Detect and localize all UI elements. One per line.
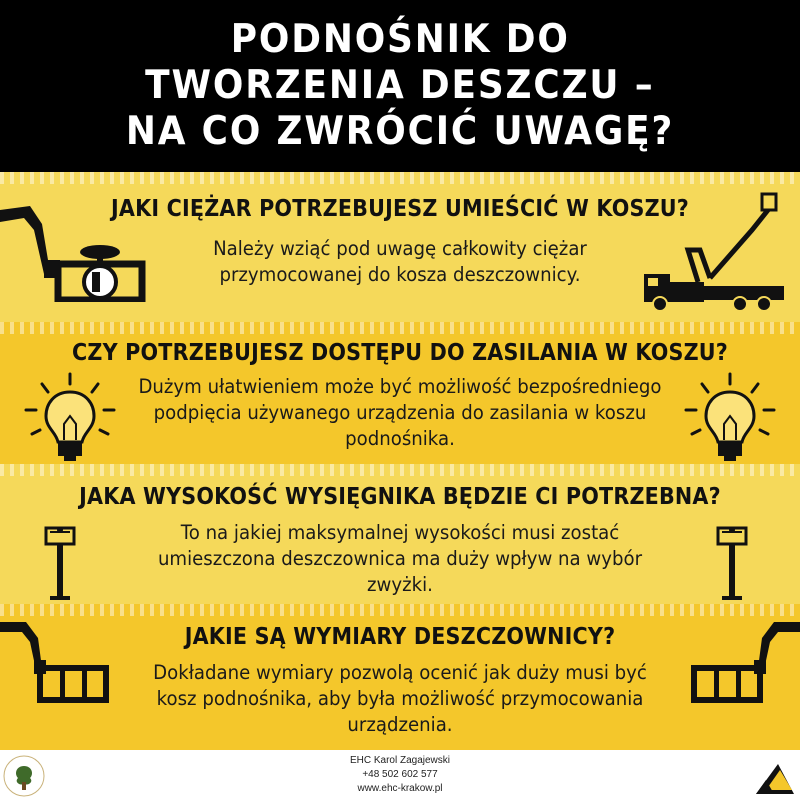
stripe-divider — [0, 464, 800, 476]
section-answer — [28, 660, 772, 738]
title-banner — [0, 0, 800, 172]
stripe-divider — [0, 322, 800, 334]
lightbulb-icon — [680, 370, 780, 464]
title-line-1: PODNOŚNIK DO — [230, 17, 570, 62]
title-line-3: NA CO ZWRÓCIĆ UWAGĘ? — [125, 109, 675, 154]
answer-line: podpięcia używanego urządzenia do zasilania w koszu — [153, 401, 647, 424]
contact-block — [0, 754, 800, 796]
section-question: JAKA WYSOKOŚĆ WYSIĘGNIKA BĘDZIE CI POTRZEBNA? — [79, 484, 721, 510]
boom-lift-icon — [40, 524, 80, 602]
company-name: EHC Karol Zagajewski — [349, 755, 451, 766]
section-question: JAKI CIĘŻAR POTRZEBUJESZ UMIEŚCIĆ W KOSZU? — [111, 196, 689, 222]
stripe-divider — [0, 604, 800, 616]
answer-line: Dokładane wymiary pozwolą ocenić jak duży musi być — [153, 661, 647, 684]
section-answer — [28, 520, 772, 598]
section-height — [0, 464, 800, 604]
answer-line: przymocowanej do kosza deszczownicy. — [219, 263, 581, 286]
title-line-2: TWORZENIA DESZCZU – — [145, 63, 655, 108]
boom-lift-icon — [712, 524, 752, 602]
phone-number[interactable]: +48 502 602 577 — [362, 769, 438, 780]
answer-line: kosz podnośnika, aby była możliwość przymocowania — [156, 687, 644, 710]
basket-arm-icon — [0, 618, 115, 708]
lift-basket-icon — [0, 202, 150, 302]
stripe-divider — [0, 172, 800, 184]
answer-line: Dużym ułatwieniem może być możliwość bezpośredniego — [138, 375, 662, 398]
section-answer — [28, 374, 772, 452]
lightbulb-icon — [20, 370, 120, 464]
answer-line: zwyżki. — [367, 573, 433, 596]
ehc-logo — [752, 760, 796, 798]
section-question: JAKIE SĄ WYMIARY DESZCZOWNICY? — [184, 624, 616, 650]
footer — [0, 750, 800, 800]
truck-crane-icon — [640, 190, 790, 315]
answer-line: urządzenia. — [347, 713, 453, 736]
website-link[interactable]: www.ehc-krakow.pl — [357, 783, 443, 794]
answer-line: podnośnika. — [345, 427, 455, 450]
section-power — [0, 322, 800, 464]
answer-line: umieszczona deszczownica ma duży wpływ na wybór — [157, 547, 643, 570]
section-dimensions — [0, 604, 800, 750]
basket-arm-icon — [690, 618, 800, 708]
section-question: CZY POTRZEBUJESZ DOSTĘPU DO ZASILANIA W KOSZU? — [72, 340, 728, 366]
answer-line: To na jakiej maksymalnej wysokości musi zostać — [180, 521, 620, 544]
answer-line: Należy wziąć pod uwagę całkowity ciężar — [213, 237, 587, 260]
section-weight — [0, 172, 800, 322]
